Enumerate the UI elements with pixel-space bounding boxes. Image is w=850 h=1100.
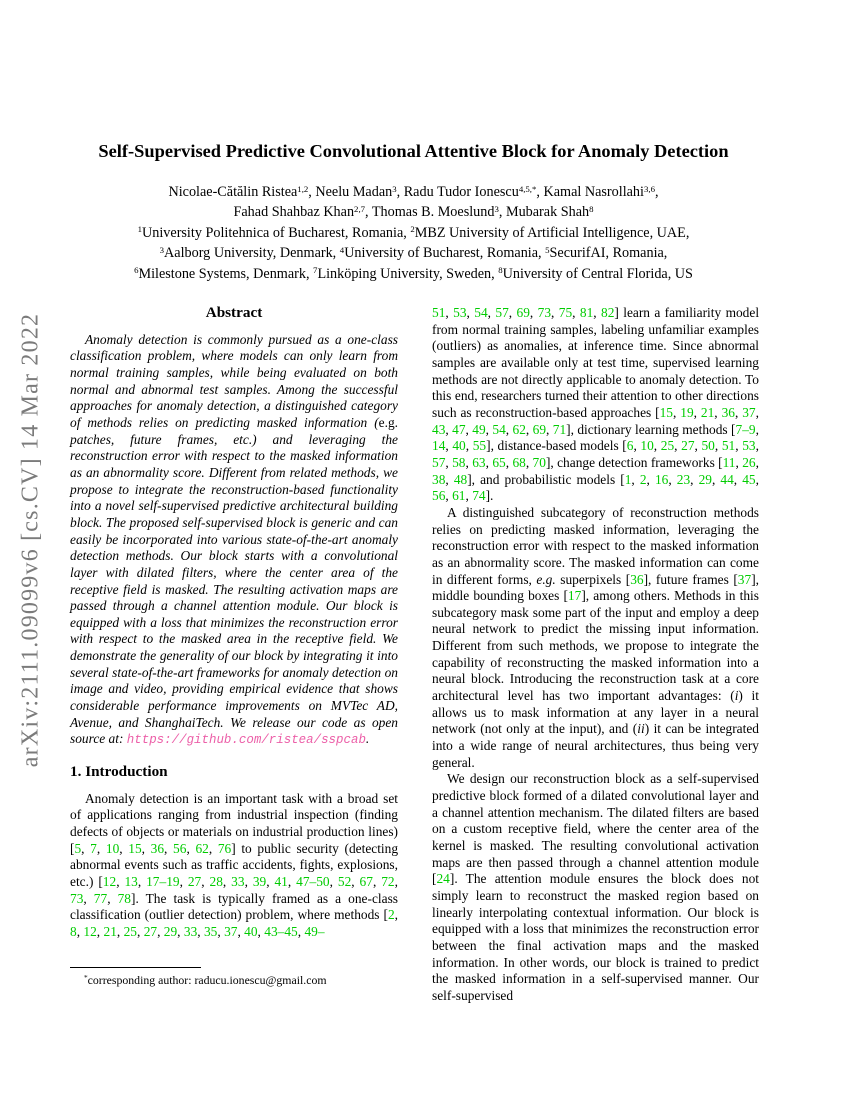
text-segment: Aalborg University, Denmark, [164, 245, 340, 262]
citation-link[interactable]: 39 [252, 874, 267, 889]
citation-link[interactable]: 53 [742, 438, 756, 454]
superscript: 1,2 [297, 183, 309, 194]
text-segment: e.g. [378, 414, 398, 430]
citation-link[interactable]: 71 [552, 421, 567, 437]
superscript: 3,6 [643, 183, 655, 194]
text-segment: , [755, 438, 759, 454]
text-segment: , [119, 840, 129, 856]
citation-link[interactable]: 47–50 [296, 874, 330, 889]
citation-link[interactable]: 55 [472, 438, 487, 454]
citation-link[interactable]: 58 [452, 454, 466, 470]
author-line-2 [70, 202, 757, 222]
citation-link[interactable]: 53 [453, 305, 467, 320]
text-segment: SecurifAI, Romania, [549, 245, 668, 262]
citation-link[interactable]: 51 [432, 305, 446, 320]
text-segment: , Neelu Madan [308, 184, 393, 200]
citation-link[interactable]: 69 [532, 421, 547, 437]
text-segment: , [76, 923, 84, 939]
text-segment: , [633, 438, 641, 454]
text-segment: , [690, 471, 699, 487]
citation-link[interactable]: 40 [244, 923, 258, 939]
text-segment: , [137, 874, 147, 889]
right-column [432, 305, 759, 1005]
text-segment: , [485, 454, 493, 470]
citation-link[interactable]: 10 [105, 840, 120, 856]
code-link[interactable]: https://github.com/ristea/sspcab [126, 733, 366, 748]
text-segment: , [735, 454, 743, 470]
citation-link[interactable]: 51 [721, 438, 736, 454]
section-heading-introduction: 1. Introduction [70, 763, 168, 781]
text-segment: Linköping University, Sweden, [317, 265, 499, 282]
citation-link[interactable]: 61 [452, 488, 466, 504]
text-segment: , [505, 421, 513, 437]
citation-link[interactable]: 69 [516, 305, 530, 320]
text-segment: , [505, 454, 513, 470]
text-segment: , [329, 874, 338, 889]
citation-link[interactable]: 43 [432, 421, 446, 437]
citation-link[interactable]: 12 [102, 874, 117, 889]
text-segment: ii [637, 721, 645, 737]
text-segment: University Politehnica of Bucharest, Romania, [142, 224, 411, 241]
citation-link[interactable]: 56 [432, 488, 446, 504]
citation-link[interactable]: 78 [117, 890, 131, 906]
affiliation-line-3 [70, 264, 757, 284]
citation-link[interactable]: 16 [654, 471, 669, 487]
citation-link[interactable]: 76 [217, 840, 232, 856]
text-segment: , [733, 471, 743, 487]
text-segment: , [445, 488, 453, 504]
text-segment: . [365, 731, 370, 747]
text-segment: ) it allows us to mask information at any layer in a neural network (not only at the input), and ( [432, 688, 760, 737]
text-segment: , [465, 454, 473, 470]
text-segment: , [672, 404, 681, 420]
text-segment: , [755, 454, 759, 470]
text-segment: ], middle bounding boxes [ [432, 571, 759, 604]
text-segment: Anomaly detection is an important task with a broad set of applications ranging from industrial inspection (finding defects of objects or materials on industrial production lines) [ [70, 790, 398, 856]
text-segment: , [394, 874, 398, 889]
text-segment: , [668, 471, 677, 487]
text-segment: , [107, 890, 118, 906]
text-segment: corresponding author: raducu.ionescu@gmail.com [87, 973, 327, 987]
citation-link[interactable]: 7 [90, 840, 97, 856]
text-segment: , [485, 421, 493, 437]
text-segment: , [529, 305, 538, 320]
citation-link[interactable]: 17 [567, 588, 582, 604]
authors-block [70, 182, 757, 284]
text-segment: , [445, 471, 454, 487]
text-segment: , [136, 923, 144, 939]
affiliation-line-1 [70, 223, 757, 243]
citation-link[interactable]: 47 [452, 421, 466, 437]
text-segment: , [593, 305, 601, 320]
text-segment: , [714, 404, 722, 420]
citation-link[interactable]: 8 [70, 923, 77, 939]
text-segment: , [465, 421, 473, 437]
citation-link[interactable]: 65 [492, 454, 506, 470]
text-segment: , [96, 923, 104, 939]
text-segment: , [631, 471, 640, 487]
text-segment: , [525, 421, 533, 437]
citation-link[interactable]: 54 [474, 305, 488, 320]
text-segment: , [694, 438, 702, 454]
citation-link[interactable]: 43–45 [264, 923, 298, 939]
text-segment: , [654, 184, 659, 200]
text-segment: , [734, 404, 743, 420]
right-paragraph-3 [432, 771, 759, 1004]
citation-link[interactable]: 24 [436, 871, 450, 887]
citation-link[interactable]: 36 [630, 571, 644, 587]
text-segment: ]. The task is typically framed as a one-class classification (outlier detection) problem, where methods [ [70, 890, 398, 923]
citation-link[interactable]: 2 [639, 471, 647, 487]
superscript: 6 [134, 265, 139, 276]
citation-link[interactable]: 75 [558, 305, 573, 320]
citation-link[interactable]: 37 [224, 923, 238, 939]
text-segment: , [201, 874, 210, 889]
citation-link[interactable]: 29 [163, 923, 178, 939]
right-paragraph-1 [432, 305, 759, 505]
text-segment: , [693, 404, 701, 420]
text-segment: , [525, 454, 533, 470]
citation-link[interactable]: 38 [432, 471, 446, 487]
citation-link[interactable]: 49– [304, 923, 325, 939]
citation-link[interactable]: 62 [195, 840, 209, 856]
text-segment: , [646, 471, 655, 487]
text-segment: , [186, 840, 196, 856]
superscript: 5 [545, 244, 550, 255]
text-segment: , [755, 471, 759, 487]
citation-link[interactable]: 12 [83, 923, 97, 939]
text-segment: , [465, 438, 473, 454]
text-segment: A distinguished subcategory of reconstruction methods relies on predicting masked information, leveraging the reconstruction error with respect to the masked information as an abnormality score. The masked information can come in different forms, [432, 504, 759, 587]
superscript: 4 [339, 244, 345, 255]
text-segment: ], and probabilistic models [ [467, 471, 625, 487]
text-segment: ] learn a familiarity model from normal training samples, labeling unfamiliar examples (outliers) as anomalies, at inference time. Since abnormal samples are available only at test time, supervised learning methods are not directly applicable to anomaly detection. To this end, researchers turned their attention to other directions such as reconstruction-based approaches [ [432, 305, 760, 420]
text-segment: , [674, 438, 682, 454]
text-segment: , [266, 874, 275, 889]
citation-link[interactable]: 27 [681, 438, 695, 454]
citation-link[interactable]: 2 [387, 907, 395, 923]
affiliation-line-2 [70, 243, 757, 263]
citation-link[interactable]: 37 [742, 404, 756, 420]
text-segment: ], among others. Methods in this subcategory mask some part of the input and employ a deep neural network to predict the missing input information. Different from such methods, we propose to integrate the capability of reconstructing the masked information into a neural block. Introducing the reconstruction task at a core architectural level has two important advantages: ( [432, 588, 759, 704]
text-segment: e.g. [536, 571, 556, 587]
text-segment: , Thomas B. Moeslund [365, 204, 495, 221]
text-segment: Milestone Systems, Denmark, [138, 265, 314, 282]
abstract-heading: Abstract [205, 304, 263, 321]
citation-link[interactable]: 21 [700, 404, 715, 420]
text-segment: , [546, 421, 553, 437]
citation-link[interactable]: 10 [640, 438, 654, 454]
text-segment: , [445, 305, 454, 320]
text-segment: ]. The attention module ensures the block does not simply learn to reconstruct the masked region based on linearly interpolating contextual information. Our block is equipped with a loss that minimizes the reconstruction error between the final activation maps and the masked information. In other words, our block is trained to predict the masked information in a self-supervised manner. Our self-supervised [432, 871, 759, 1003]
text-segment: , [297, 923, 305, 939]
text-segment: ) it can be integrated into a wide range of neural architectures, thus being very general. [432, 721, 759, 770]
text-segment: patches, future frames, etc.) and leveraging the reconstruction error with respect to the masked information as an abnormality score. Different from related methods, we propose to integrate the reconstruction-based functionality into a novel self-supervised predictive architectural building block. The proposed self-supervised block is generic and can easily be incorporated into various state-of-the-art anomaly detection methods. Our block starts with a convolutional layer with dilated filters, where the center area of the receptive field is masked. The resulting activation maps are passed through a channel attention module. Our block is equipped with a loss that minimizes the reconstruction error with respect to the masked area in the receptive field. We demonstrate the generality of our block by integrating it into several state-of-the-art frameworks for anomaly detection on image and video, providing empirical evidence that shows considerable performance improvements on MVTec AD, Avenue, and ShanghaiTech. We release our code as open source at: [70, 431, 398, 747]
superscript: 7 [313, 265, 318, 276]
citation-link[interactable]: 25 [660, 438, 675, 454]
text-segment: ] to public security (detecting abnormal events such as traffic accidents, fights, explosions, etc.) [ [70, 840, 399, 889]
text-segment: , [217, 923, 225, 939]
superscript: 2,7 [354, 204, 366, 215]
text-segment: , [445, 421, 453, 437]
citation-link[interactable]: 48 [453, 471, 468, 487]
citation-link[interactable]: 11 [722, 454, 736, 470]
superscript: 3 [159, 244, 165, 255]
text-segment: , [351, 874, 360, 889]
citation-link[interactable]: 81 [579, 305, 594, 320]
citation-link[interactable]: 52 [337, 874, 352, 889]
intro-paragraph [70, 791, 398, 941]
left-column [70, 305, 398, 1005]
text-segment: , [237, 923, 245, 939]
text-segment: ], distance-based models [ [486, 438, 627, 454]
text-segment: , [81, 840, 91, 856]
superscript: * [84, 973, 88, 983]
text-segment: Fahad Shahbaz Khan [233, 204, 355, 221]
text-segment: , [164, 840, 174, 856]
text-segment: , [653, 438, 661, 454]
citation-link[interactable]: 37 [737, 571, 752, 587]
superscript: 8 [498, 265, 503, 276]
text-segment: , [177, 923, 184, 939]
abstract-text [70, 332, 398, 749]
superscript: 3 [392, 183, 397, 194]
citation-link[interactable]: 77 [93, 890, 108, 906]
citation-link[interactable]: 56 [173, 840, 187, 856]
superscript: 8 [589, 204, 594, 215]
text-segment: , [551, 305, 559, 320]
superscript: 3 [494, 204, 499, 215]
citation-link[interactable]: 67 [359, 874, 373, 889]
text-segment: , Mubarak Shah [498, 204, 590, 221]
text-segment: , [755, 421, 759, 437]
text-segment: , [711, 471, 721, 487]
citation-link[interactable]: 23 [676, 471, 691, 487]
citation-link[interactable]: 45 [742, 471, 756, 487]
citation-link[interactable]: 50 [701, 438, 715, 454]
citation-link[interactable]: 19 [680, 404, 694, 420]
text-segment: We design our reconstruction block as a self-supervised predictive block formed of a dilated convolutional layer and a channel attention mechanism. The dilated filters are based on a custom receptive field, where the center area of the kernel is masked. The resulting convolutional activation maps are then passed through a channel attention module [ [432, 771, 759, 887]
citation-link[interactable]: 73 [70, 890, 84, 906]
citation-link[interactable]: 82 [601, 305, 615, 320]
text-segment: , [394, 907, 398, 923]
text-segment: MBZ University of Artificial Intelligence, UAE, [414, 224, 690, 241]
text-segment: ], future frames [ [643, 571, 738, 587]
citation-link[interactable]: 5 [74, 840, 82, 856]
citation-link[interactable]: 35 [203, 923, 218, 939]
citation-link[interactable]: 49 [472, 421, 486, 437]
citation-link[interactable]: 63 [472, 454, 486, 470]
citation-link[interactable]: 57 [495, 305, 509, 320]
paper-title: Self-Supervised Predictive Convolutional Attentive Block for Anomaly Detection [98, 141, 729, 161]
text-segment: superpixels [ [555, 571, 631, 587]
text-segment: Anomaly detection is commonly pursued as a one-class classification problem, where models can only learn from normal training samples, while being evaluated on both normal and abnormal test samples. Among the successful approaches for anomaly detection, a distinguished category of methods relies on predicting masked information ( [70, 331, 398, 430]
text-segment: University of Bucharest, Romania, [344, 245, 546, 262]
citation-link[interactable]: 21 [103, 923, 117, 939]
text-segment: ], dictionary learning methods [ [566, 421, 736, 437]
text-segment: , [244, 874, 253, 889]
citation-link[interactable]: 73 [537, 305, 552, 320]
footnote-text [70, 973, 398, 988]
text-segment: , [257, 923, 265, 939]
text-segment: , [287, 874, 297, 889]
text-segment: , Radu Tudor Ionescu [396, 184, 519, 200]
text-segment: , [83, 890, 94, 906]
superscript: 1 [137, 224, 143, 235]
citation-link[interactable]: 15 [659, 404, 673, 420]
citation-link[interactable]: 6 [626, 438, 634, 454]
text-segment: , [179, 874, 188, 889]
text-segment: Nicolae-Cătălin Ristea [168, 184, 298, 200]
citation-link[interactable]: 33 [231, 874, 245, 889]
citation-link[interactable]: 54 [492, 421, 506, 437]
author-line-1 [70, 182, 757, 202]
text-segment: , [714, 438, 722, 454]
citation-link[interactable]: 57 [432, 454, 446, 470]
text-segment: , [372, 874, 382, 889]
citation-link[interactable]: 36 [150, 840, 165, 856]
text-segment: , [465, 488, 473, 504]
text-segment: , [445, 454, 453, 470]
text-segment: , [141, 840, 151, 856]
text-segment: , [755, 404, 759, 420]
text-segment: ]. [485, 488, 494, 504]
citation-link[interactable]: 70 [532, 454, 546, 470]
text-segment: , Kamal Nasrollahi [536, 184, 644, 200]
arxiv-stamp: arXiv:2111.09099v6 [cs.CV] 14 Mar 2022 [17, 312, 44, 768]
citation-link[interactable]: 25 [123, 923, 137, 939]
text-segment: , [466, 305, 475, 320]
text-segment: , [222, 874, 232, 889]
citation-link[interactable]: 14 [432, 438, 446, 454]
citation-link[interactable]: 26 [742, 454, 756, 470]
citation-link[interactable]: 68 [512, 454, 526, 470]
citation-link[interactable]: 40 [452, 438, 466, 454]
superscript: 2 [410, 224, 415, 235]
text-segment: , [96, 840, 106, 856]
citation-link[interactable]: 29 [698, 471, 712, 487]
citation-link[interactable]: 33 [183, 923, 198, 939]
footnote [70, 967, 398, 988]
citation-link[interactable]: 27 [143, 923, 158, 939]
citation-link[interactable]: 36 [721, 404, 735, 420]
footnote-rule [70, 967, 201, 968]
text-segment: ], change detection frameworks [ [545, 454, 723, 470]
text-segment: , [572, 305, 580, 320]
citation-link[interactable]: 7–9 [735, 421, 756, 437]
text-segment: University of Central Florida, US [502, 265, 693, 282]
text-segment: , [157, 923, 164, 939]
citation-link[interactable]: 72 [381, 874, 395, 889]
citation-link[interactable]: 44 [720, 471, 734, 487]
citation-link[interactable]: 28 [209, 874, 223, 889]
citation-link[interactable]: 13 [124, 874, 138, 889]
citation-link[interactable]: 15 [128, 840, 142, 856]
superscript: 4,5,* [518, 183, 537, 194]
citation-link[interactable]: 17–19 [146, 874, 180, 889]
citation-link[interactable]: 1 [624, 471, 632, 487]
text-segment: , [116, 923, 124, 939]
text-segment: i [734, 688, 739, 704]
text-segment: , [197, 923, 204, 939]
citation-link[interactable]: 27 [187, 874, 202, 889]
text-segment: , [508, 305, 517, 320]
citation-link[interactable]: 74 [472, 488, 486, 504]
text-segment: , [208, 840, 218, 856]
citation-link[interactable]: 62 [512, 421, 526, 437]
text-segment: , [116, 874, 125, 889]
text-segment: , [735, 438, 743, 454]
right-paragraph-2 [432, 505, 759, 772]
text-segment: , [487, 305, 496, 320]
text-segment: , [445, 438, 453, 454]
citation-link[interactable]: 41 [274, 874, 288, 889]
